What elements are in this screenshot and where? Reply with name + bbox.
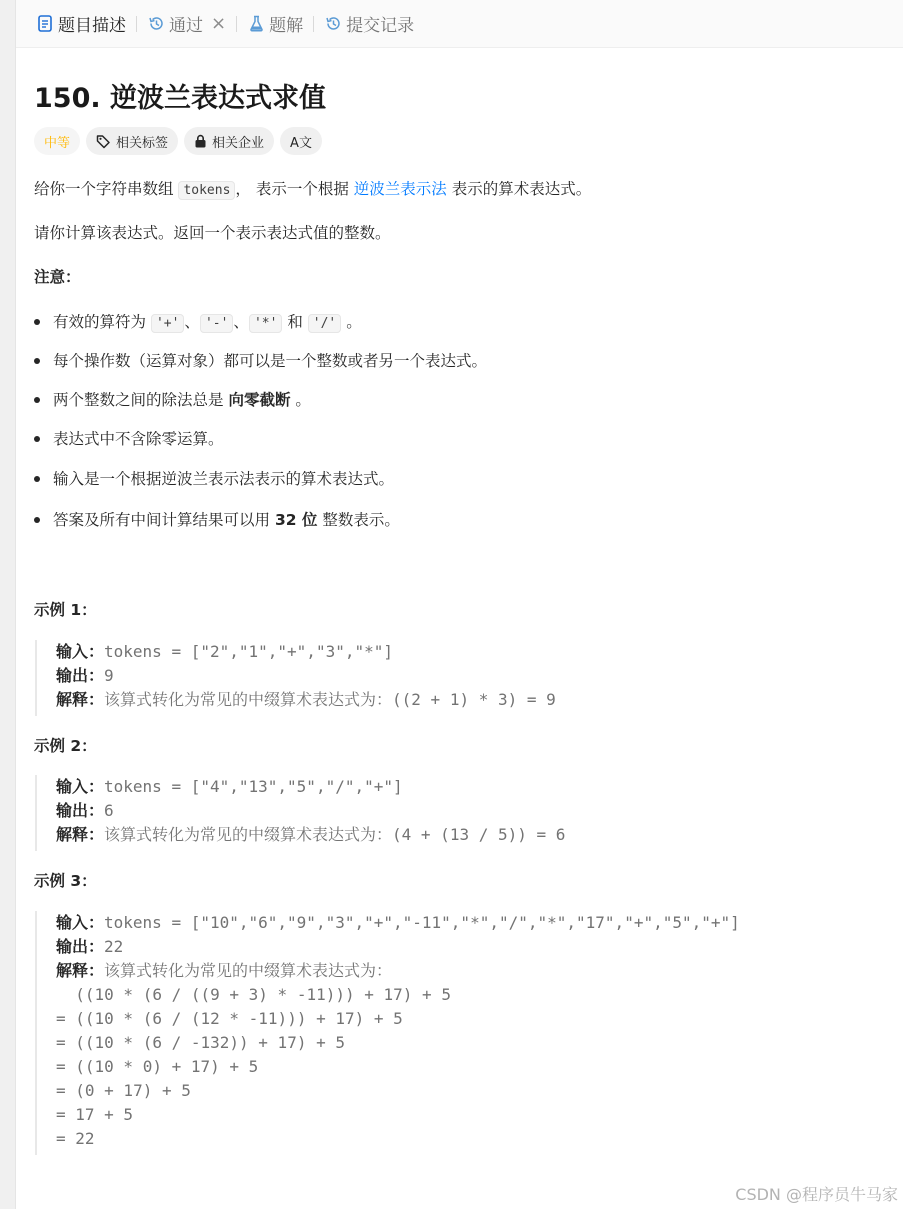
example-line	[56, 690, 556, 709]
bullet	[34, 358, 40, 364]
note-text: 。	[341, 313, 362, 331]
note-text: 整数表示。	[317, 511, 400, 529]
tab-label: 题目描述	[58, 16, 126, 36]
note-text: 和	[282, 313, 308, 331]
explain-step: = 22	[56, 1129, 95, 1148]
tag-row	[34, 127, 322, 155]
inline-code: tokens	[178, 181, 235, 200]
tab-solutions[interactable]	[241, 0, 309, 48]
input-value: tokens = ["10","6","9","3","+","-11","*","/","*","17","+","5","+"]	[104, 913, 740, 932]
problem-panel	[15, 0, 903, 1209]
companies-label: 相关企业	[212, 135, 265, 151]
explain-step: = (0 + 17) + 5	[56, 1081, 191, 1100]
history-icon	[324, 15, 342, 33]
tag-icon	[96, 134, 111, 149]
example-line	[56, 666, 114, 685]
inline-code: '+'	[151, 314, 184, 333]
explain-step: = ((10 * (6 / (12 * -11))) + 17) + 5	[56, 1009, 403, 1028]
example-2-block	[35, 775, 565, 851]
tab-bar	[16, 0, 903, 48]
rpn-link[interactable]: 逆波兰表示法	[353, 180, 447, 198]
tab-label: 通过	[169, 16, 203, 36]
problem-title[interactable]: 150. 逆波兰表达式求值	[34, 83, 327, 114]
tab-accepted[interactable]	[141, 0, 232, 48]
input-value: tokens = ["4","13","5","/","+"]	[104, 777, 403, 796]
tab-submissions[interactable]	[318, 0, 420, 48]
example-line	[56, 801, 114, 820]
tab-label: 提交记录	[346, 16, 415, 36]
bullet	[34, 397, 40, 403]
tab-divider	[136, 16, 137, 32]
bullet	[34, 476, 40, 482]
explain-value: 该算式转化为常见的中缀算术表达式为：	[104, 961, 393, 980]
explain-step: = ((10 * (6 / -132)) + 17) + 5	[56, 1033, 345, 1052]
translate-icon: A文	[290, 135, 312, 151]
example-line	[56, 937, 123, 956]
difficulty-badge: 中等	[34, 127, 80, 155]
input-label: 输入：	[56, 777, 105, 796]
example-1-heading: 示例 1：	[34, 601, 97, 619]
input-label: 输入：	[56, 913, 105, 932]
bullet	[34, 517, 40, 523]
companies-tag-button[interactable]	[184, 127, 274, 155]
list-item-text	[53, 509, 400, 531]
description-text: 表示的算术表达式。	[446, 180, 592, 198]
output-value: 6	[104, 801, 114, 820]
note-text: 、	[184, 313, 200, 331]
example-2-heading: 示例 2：	[34, 737, 97, 755]
note-text: 答案及所有中间计算结果可以用	[53, 511, 275, 529]
list-item-text: 输入是一个根据逆波兰表示法表示的算术表达式。	[53, 470, 395, 488]
example-line	[56, 825, 565, 844]
bullet	[34, 436, 40, 442]
note-heading: 注意：	[34, 268, 81, 286]
description-paragraph-2: 请你计算该表达式。返回一个表示表达式值的整数。	[34, 224, 391, 242]
close-icon[interactable]: ×	[211, 13, 227, 34]
translate-button[interactable]	[280, 127, 322, 155]
explain-label: 解释：	[56, 825, 105, 844]
inline-code: '/'	[308, 314, 341, 333]
output-value: 22	[104, 937, 124, 956]
example-line	[56, 961, 392, 980]
explain-step: = 17 + 5	[56, 1105, 134, 1124]
example-3-block	[35, 911, 740, 1155]
example-1-block	[35, 640, 556, 716]
output-value: 9	[104, 666, 114, 685]
tab-divider	[313, 16, 314, 32]
history-icon	[147, 15, 165, 33]
explain-label: 解释：	[56, 690, 105, 709]
list-item-text	[53, 389, 311, 411]
watermark: CSDN @程序员牛马家	[735, 1185, 898, 1204]
bullet	[34, 319, 40, 325]
document-icon	[36, 15, 54, 33]
note-bold: 向零截断	[228, 391, 291, 409]
tab-label: 题解	[269, 16, 304, 36]
flask-icon	[247, 15, 265, 33]
example-line	[56, 913, 740, 932]
explain-value: 该算式转化为常见的中缀算术表达式为：(4 + (13 / 5)) = 6	[104, 825, 566, 844]
note-text: 两个整数之间的除法总是	[53, 391, 229, 409]
explain-value: 该算式转化为常见的中缀算术表达式为：((2 + 1) * 3) = 9	[104, 690, 556, 709]
output-label: 输出：	[56, 801, 105, 820]
note-bold: 32 位	[274, 511, 318, 529]
description-text: 给你一个字符串数组	[34, 180, 179, 198]
lock-icon	[194, 134, 207, 148]
note-text: 有效的算符为	[53, 313, 151, 331]
explain-step: = ((10 * 0) + 17) + 5	[56, 1057, 259, 1076]
explain-label: 解释：	[56, 961, 105, 980]
output-label: 输出：	[56, 937, 105, 956]
topics-tag-button[interactable]	[86, 127, 178, 155]
example-line	[56, 777, 403, 796]
list-item-text: 每个操作数（运算对象）都可以是一个整数或者另一个表达式。	[53, 352, 488, 370]
tab-description[interactable]	[30, 0, 132, 48]
example-line	[56, 642, 393, 661]
output-label: 输出：	[56, 666, 105, 685]
topics-label: 相关标签	[116, 135, 169, 151]
input-label: 输入：	[56, 642, 105, 661]
inline-code: '*'	[249, 314, 282, 333]
input-value: tokens = ["2","1","+","3","*"]	[104, 642, 393, 661]
inline-code: '-'	[200, 314, 233, 333]
note-text: 。	[290, 391, 311, 409]
description-text: ， 表示一个根据	[235, 180, 354, 198]
example-3-heading: 示例 3：	[34, 872, 97, 890]
explain-step: ((10 * (6 / ((9 + 3) * -11))) + 17) + 5	[56, 985, 451, 1004]
tab-divider	[236, 16, 237, 32]
note-text: 、	[233, 313, 249, 331]
description-paragraph-1	[34, 178, 591, 202]
list-item-text: 表达式中不含除零运算。	[53, 430, 224, 448]
list-item-text	[53, 311, 362, 335]
